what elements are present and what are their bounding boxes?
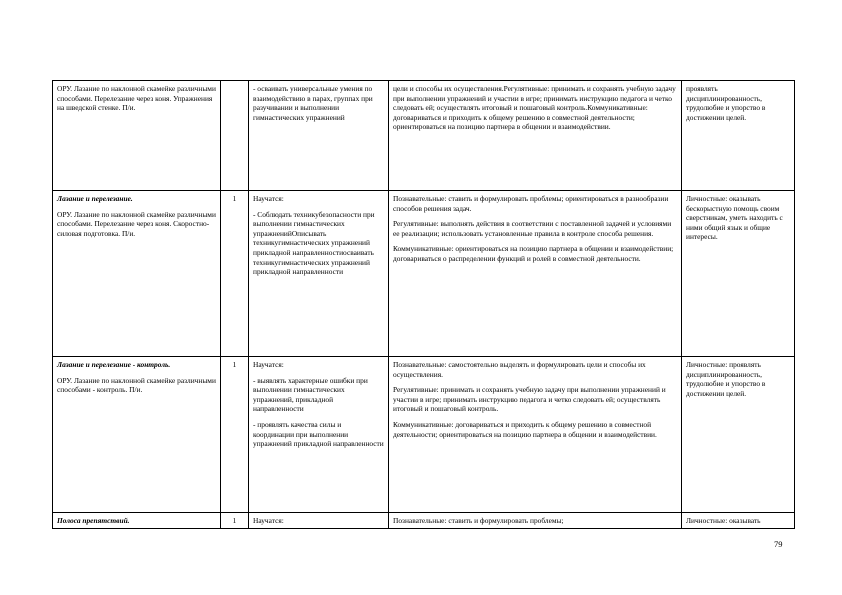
subject-text: - проявлять качества силы и координации при выполнении упражнений прикладной направленности <box>253 419 384 449</box>
topic-text: ОРУ. Лазание по наклонной скамейке различными способами. Перелезание через коня. Упражнения на шведской стенке. П/и. <box>57 84 216 113</box>
personal-results-cell: Личностные: проявлять дисциплинированность, трудолюбие и упорство в достижении целей. <box>682 357 795 513</box>
topic-text: ОРУ. Лазание по наклонной скамейке различными способами. Перелезание через коня. Скоростно-силовая подготовка. П/и. <box>57 209 216 238</box>
subject-results-cell <box>249 191 389 357</box>
subject-text: - осваивать универсальные умения по взаимодействию в парах, группах при разучивании и выполнении гимнастических упражнений <box>253 84 373 122</box>
topic-text: ОРУ. Лазание по наклонной скамейке различными способами - контроль. П/и. <box>57 375 216 395</box>
meta-regulatory: Регулятивные: выполнять действия в соответствии с поставленной задачей и условиями ее реализации; использовать установленные правила в контроле способа решения. <box>393 219 672 238</box>
topic-title: Лазание и перелезание - контроль. <box>57 360 171 369</box>
table-row <box>53 513 795 529</box>
subject-text: - выявлять характерные ошибки при выполнении гимнастических упражнений, прикладной направленности <box>253 375 368 414</box>
topic-cell <box>53 191 221 357</box>
table-row <box>53 191 795 357</box>
subject-text: - Соблюдать техникубезопасности при выполнении гимнастических упражненийОписывать техникугимнастических упражнений прикладной направленностиосваивать техникугимнастических упражнений прикладной направленности <box>253 209 375 277</box>
hours-cell <box>221 81 249 191</box>
meta-cognitive: Познавательные: ставить и формулировать проблемы; <box>393 516 564 525</box>
meta-cognitive: Познавательные: ставить и формулировать проблемы; ориентироваться в разнообразии способов решения задач. <box>393 194 669 213</box>
meta-results-cell <box>389 191 682 357</box>
subject-results-cell <box>249 81 389 191</box>
meta-regulatory: Регулятивные: принимать и сохранять учебную задачу при выполнении упражнений и участии в игре; принимать инструкцию педагога и четко следовать ей; осуществлять итоговый и пошаговый контроль. <box>393 385 666 414</box>
topic-cell <box>53 81 221 191</box>
page-number: 79 <box>774 539 783 549</box>
hours-cell: 1 <box>221 357 249 513</box>
meta-results-cell <box>389 357 682 513</box>
hours-cell: 1 <box>221 513 249 529</box>
subject-heading: Научатся: <box>253 194 284 203</box>
table-row <box>53 81 795 191</box>
topic-title: Полоса препятствий. <box>57 516 130 525</box>
meta-communicative: Коммуникативные: ориентироваться на позицию партнера в общении и взаимодействии; договариваться о распределении функций и ролей в совместной деятельности. <box>393 244 674 263</box>
meta-communicative: Коммуникативные: договариваться и приходить к общему решению в совместной деятельности; ориентироваться на позицию партнера в общении и взаимодействии. <box>393 419 657 439</box>
subject-results-cell <box>249 357 389 513</box>
hours-cell: 1 <box>221 191 249 357</box>
table-row <box>53 357 795 513</box>
subject-heading: Научатся: <box>253 516 284 525</box>
topic-cell <box>53 357 221 513</box>
meta-text: цели и способы их осуществления.Регулятивные: принимать и сохранять учебную задачу при выполнении упражнений и участии в игре; принимать инструкцию педагога и четко следовать ей; осуществлять итоговый и пошаговый контроль.Коммуникативные: договариваться и приходить к общему решению в совместной деятельности; ориентироваться на позицию партнера в общении и взаимодействии. <box>393 84 676 132</box>
personal-results-cell: Личностные: оказывать <box>682 513 795 529</box>
topic-title: Лазание и перелезание. <box>57 194 133 203</box>
meta-results-cell <box>389 81 682 191</box>
subject-results-cell <box>249 513 389 529</box>
meta-cognitive: Познавательные: самостоятельно выделять и формулировать цели и способы их осуществления. <box>393 360 646 379</box>
subject-heading: Научатся: <box>253 360 284 369</box>
meta-results-cell <box>389 513 682 529</box>
topic-cell <box>53 513 221 529</box>
personal-results-cell: проявлять дисциплинированность, трудолюбие и упорство в достижении целей. <box>682 81 795 191</box>
personal-results-cell: Личностные: оказывать бескорыстную помощь своим сверстникам, уметь находить с ними общий язык и общие интересы. <box>682 191 795 357</box>
lesson-plan-table <box>52 80 795 529</box>
